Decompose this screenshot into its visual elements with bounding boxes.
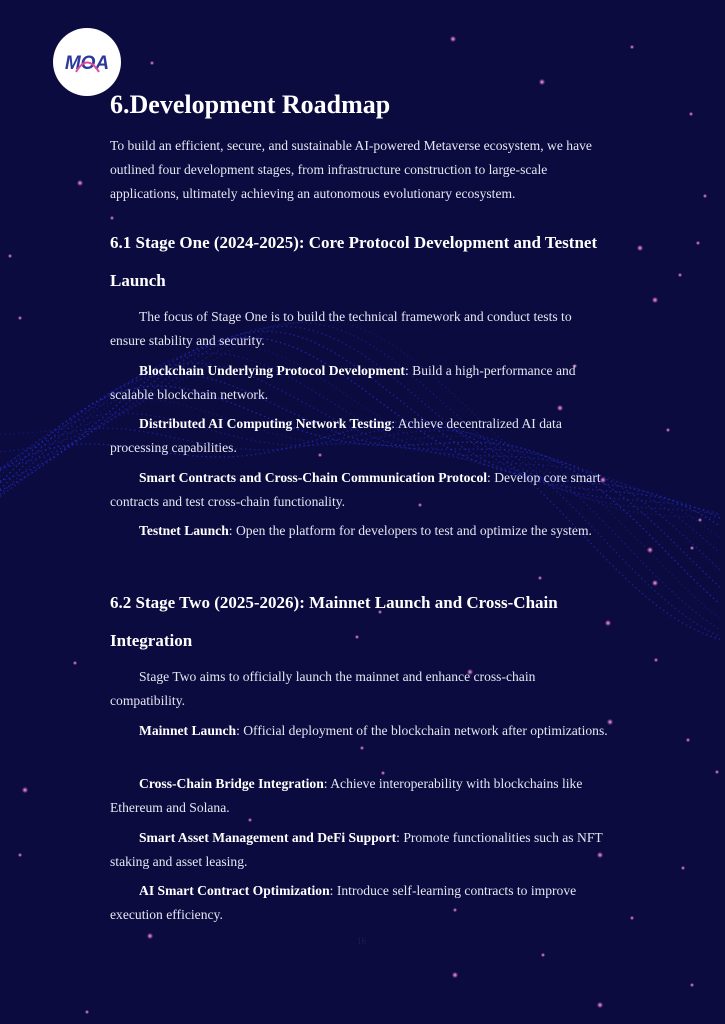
sparkle-dot: [652, 580, 658, 586]
sparkle-dot: [698, 518, 702, 522]
sparkle-dot: [22, 787, 28, 793]
sparkle-dot: [147, 933, 153, 939]
stage-one-heading: 6.1 Stage One (2024-2025): Core Protocol Development and Testnet Launch: [110, 233, 598, 290]
stage-two-item: [110, 719, 610, 743]
sparkle-dot: [715, 770, 719, 774]
sparkle-dot: [681, 866, 685, 870]
sparkle-dot: [666, 428, 670, 432]
moa-logo: [53, 28, 121, 96]
sparkle-dot: [690, 983, 694, 987]
stage-one-intro: The focus of Stage One is to build the technical framework and conduct tests to ensure stability and security.: [110, 309, 572, 348]
stage-one-item: [110, 466, 610, 514]
sparkle-dot: [150, 61, 154, 65]
item-desc: : Develop core smart contracts and test cross-chain functionality.: [110, 470, 601, 509]
item-desc: : Promote functionalities such as NFT staking and asset leasing.: [110, 830, 603, 869]
sparkle-dot: [654, 658, 658, 662]
sparkle-dot: [539, 79, 545, 85]
sparkle-dot: [637, 245, 643, 251]
item-desc: : Introduce self-learning contracts to improve execution efficiency.: [110, 883, 577, 922]
sparkle-dot: [77, 180, 83, 186]
stage-two-heading: 6.2 Stage Two (2025-2026): Mainnet Launch and Cross-Chain Integration: [110, 593, 558, 650]
item-term: Smart Contracts and Cross-Chain Communication Protocol: [139, 470, 488, 485]
sparkle-dot: [452, 972, 458, 978]
stage-two-item: [110, 772, 610, 820]
sparkle-dot: [630, 45, 634, 49]
item-term: Blockchain Underlying Protocol Development: [139, 363, 405, 378]
sparkle-dot: [541, 953, 545, 957]
sparkle-dot: [696, 241, 700, 245]
sparkle-dot: [450, 36, 456, 42]
stage-two-item: [110, 826, 610, 874]
sparkle-dot: [18, 853, 22, 857]
sparkle-dot: [689, 112, 693, 116]
sparkle-dot: [630, 916, 634, 920]
sparkle-dot: [73, 661, 77, 665]
sparkle-dot: [690, 546, 694, 550]
stage-one-item: [110, 359, 610, 407]
sparkle-dot: [678, 273, 682, 277]
item-term: Distributed AI Computing Network Testing: [139, 416, 392, 431]
logo-text: MOA: [64, 53, 110, 74]
item-desc: : Achieve interoperability with blockchains like Ethereum and Solana.: [110, 776, 583, 815]
sparkle-dot: [597, 1002, 603, 1008]
sparkle-dot: [652, 297, 658, 303]
sparkle-dot: [538, 576, 542, 580]
item-desc: : Open the platform for developers to test and optimize the system.: [228, 523, 592, 538]
stage-one-item: [110, 412, 610, 460]
moa-logo-mark: [59, 47, 115, 77]
stage-two-intro: Stage Two aims to officially launch the mainnet and enhance cross-chain compatibility.: [110, 669, 536, 708]
sparkle-dot: [85, 1010, 89, 1014]
item-term: Smart Asset Management and DeFi Support: [139, 830, 397, 845]
sparkle-dot: [360, 746, 364, 750]
sparkle-dot: [686, 738, 690, 742]
item-desc: : Build a high-performance and scalable blockchain network.: [110, 363, 576, 402]
item-desc: : Achieve decentralized AI data processing capabilities.: [110, 416, 562, 455]
sparkle-dot: [647, 547, 653, 553]
item-desc: : Official deployment of the blockchain network after optimizations.: [236, 723, 608, 738]
sparkle-dot: [8, 254, 12, 258]
sparkle-dot: [18, 316, 22, 320]
intro-paragraph: To build an efficient, secure, and sustainable AI-powered Metaverse ecosystem, we have outlined four development stages, from infrastructure construction to large-scale applications, ultimately achieving an autonomous evolutionary ecosystem.: [110, 138, 592, 201]
item-term: Mainnet Launch: [139, 723, 237, 738]
page-number: 16: [357, 936, 366, 946]
sparkle-dot: [110, 216, 114, 220]
stage-one-item: [110, 519, 610, 543]
item-term: AI Smart Contract Optimization: [139, 883, 330, 898]
stage-two-item: [110, 879, 610, 927]
sparkle-dot: [703, 194, 707, 198]
item-term: Testnet Launch: [139, 523, 229, 538]
page-title: 6.Development Roadmap: [110, 90, 391, 119]
item-term: Cross-Chain Bridge Integration: [139, 776, 324, 791]
